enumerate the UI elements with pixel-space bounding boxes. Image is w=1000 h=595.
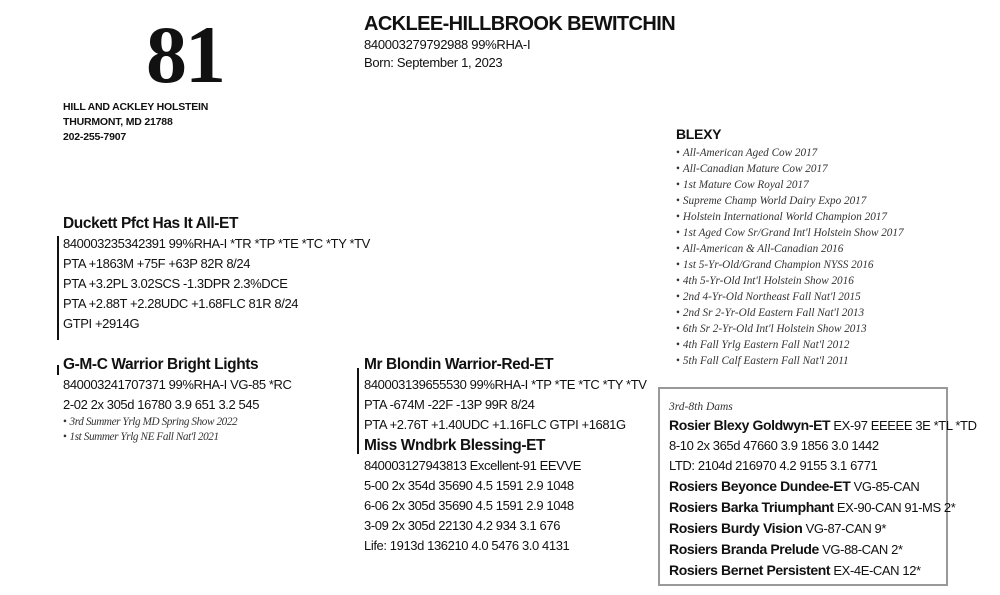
dam-entry-score: EX-97 EEEEE 3E *TL *TD xyxy=(833,418,977,433)
maternal-sire-line: 840003139655530 99%RHA-I *TP *TE *TC *TY *TV xyxy=(364,377,647,392)
honor-item: • 2nd 4-Yr-Old Northeast Fall Nat'l 2015 xyxy=(676,291,861,303)
bullet-icon: • xyxy=(676,291,680,303)
dam-entry-name: Rosiers Bernet Persistent xyxy=(669,562,831,578)
lot-number: 81 xyxy=(146,9,224,100)
honor-item: • 4th Fall Yrlg Eastern Fall Nat'l 2012 xyxy=(676,339,850,351)
dam-entry-score: VG-88-CAN 2* xyxy=(822,542,903,557)
honor-item: • All-Canadian Mature Cow 2017 xyxy=(676,163,828,175)
consignor-block xyxy=(63,100,208,145)
animal-born xyxy=(364,54,675,72)
maternal-dam-line: 5-00 2x 354d 35690 4.5 1591 2.9 1048 xyxy=(364,478,574,493)
bullet-icon: • xyxy=(676,355,680,367)
dam-line: 840003241707371 99%RHA-I VG-85 *RC xyxy=(63,377,292,392)
honor-item: • All-American Aged Cow 2017 xyxy=(676,147,818,159)
honor-item: • 4th 5-Yr-Old Int'l Holstein Show 2016 xyxy=(676,275,854,287)
maternal-sire-line: PTA -674M -22F -13P 99R 8/24 xyxy=(364,397,535,412)
consignor-name: HILL AND ACKLEY HOLSTEIN xyxy=(63,101,209,113)
dam-entry-name: Rosier Blexy Goldwyn-ET xyxy=(669,417,831,433)
honor-item: • 1st Mature Cow Royal 2017 xyxy=(676,179,809,191)
dam-entry xyxy=(669,476,946,497)
sire-line: PTA +3.2PL 3.02SCS -1.3DPR 2.3%DCE xyxy=(63,276,288,291)
dam-entry-name: Rosiers Burdy Vision xyxy=(669,520,803,536)
honor-item: • 5th Fall Calf Eastern Fall Nat'l 2011 xyxy=(676,355,849,367)
dam-honor: • 1st Summer Yrlg NE Fall Nat'l 2021 xyxy=(63,431,219,443)
maternal-sire-name: Mr Blondin Warrior-Red-ET xyxy=(364,356,554,373)
sire-line: GTPI +2914G xyxy=(63,316,140,331)
blexy-honors-block xyxy=(676,125,976,369)
maternal-sire-block xyxy=(364,355,647,435)
consignor-phone: 202-255-7907 xyxy=(63,131,126,143)
bullet-icon: • xyxy=(63,416,67,428)
dam-entry xyxy=(669,497,956,518)
honor-item: • 6th Sr 2-Yr-Old Int'l Holstein Show 2013 xyxy=(676,323,867,335)
maternal-sire-line: PTA +2.76T +1.40UDC +1.16FLC GTPI +1681G xyxy=(364,417,626,432)
honor-item: • 1st Aged Cow Sr/Grand Int'l Holstein Show 2017 xyxy=(676,227,904,239)
maternal-dam-line: Life: 1913d 136210 4.0 5476 3.0 4131 xyxy=(364,538,570,553)
dam-entry-ltd: LTD: 2104d 216970 4.2 9155 3.1 6771 xyxy=(669,458,878,473)
bullet-icon: • xyxy=(676,307,680,319)
dam-entry-name: Rosiers Branda Prelude xyxy=(669,541,819,557)
dam-entry-score: EX-4E-CAN 12* xyxy=(833,563,921,578)
honor-item: • Supreme Champ World Dairy Expo 2017 xyxy=(676,195,867,207)
consignor-location: THURMONT, MD 21788 xyxy=(63,116,173,128)
dam-line: 2-02 2x 305d 16780 3.9 651 3.2 545 xyxy=(63,397,260,412)
dam-entry xyxy=(669,539,946,560)
bullet-icon: • xyxy=(676,179,680,191)
sire-name: Duckett Pfct Has It All-ET xyxy=(63,215,239,232)
honor-item: • 1st 5-Yr-Old/Grand Champion NYSS 2016 xyxy=(676,259,874,271)
blexy-title: BLEXY xyxy=(676,126,722,142)
dam-entry-score: VG-85-CAN xyxy=(853,479,920,494)
born-label: Born: xyxy=(364,55,394,70)
pedigree-line xyxy=(57,365,59,375)
dam-entry-score: VG-87-CAN 9* xyxy=(805,521,887,536)
pedigree-line xyxy=(57,236,59,340)
bullet-icon: • xyxy=(676,227,680,239)
bullet-icon: • xyxy=(676,339,680,351)
dam-entry-record: 8-10 2x 365d 47660 3.9 1856 3.0 1442 xyxy=(669,438,879,453)
dams-box xyxy=(658,387,977,586)
bullet-icon: • xyxy=(676,195,680,207)
maternal-dam-line: 3-09 2x 305d 22130 4.2 934 3.1 676 xyxy=(364,518,561,533)
bullet-icon: • xyxy=(676,211,680,223)
dam-entry xyxy=(669,518,946,539)
animal-name: ACKLEE-HILLBROOK BEWITCHIN xyxy=(364,13,676,35)
dams-box-caption: 3rd-8th Dams xyxy=(669,401,733,413)
sire-block xyxy=(63,214,370,334)
bullet-icon: • xyxy=(676,275,680,287)
animal-id: 840003279792988 99%RHA-I xyxy=(364,37,531,52)
maternal-dam-block xyxy=(364,436,581,556)
bullet-icon: • xyxy=(676,243,680,255)
bullet-icon: • xyxy=(676,259,680,271)
bullet-icon: • xyxy=(676,147,680,159)
dam-honor: • 3rd Summer Yrlg MD Spring Show 2022 xyxy=(63,416,238,428)
dam-entry-name: Rosiers Barka Triumphant xyxy=(669,499,834,515)
honor-item: • All-American & All-Canadian 2016 xyxy=(676,243,844,255)
bullet-icon: • xyxy=(63,431,67,443)
dam-block xyxy=(63,355,292,445)
maternal-dam-line: 6-06 2x 305d 35690 4.5 1591 2.9 1048 xyxy=(364,498,574,513)
sire-line: PTA +1863M +75F +63P 82R 8/24 xyxy=(63,256,251,271)
sire-line: PTA +2.88T +2.28UDC +1.68FLC 81R 8/24 xyxy=(63,296,299,311)
blexy-honors-list xyxy=(676,145,976,369)
honor-item: • 2nd Sr 2-Yr-Old Eastern Fall Nat'l 2013 xyxy=(676,307,865,319)
bullet-icon: • xyxy=(676,323,680,335)
animal-header xyxy=(364,12,675,72)
born-date: September 1, 2023 xyxy=(396,55,503,70)
bullet-icon: • xyxy=(676,163,680,175)
dam-name: G-M-C Warrior Bright Lights xyxy=(63,356,259,373)
dam-entry-name: Rosiers Beyonce Dundee-ET xyxy=(669,478,851,494)
dam-entry-score: EX-90-CAN 91-MS 2* xyxy=(836,500,956,515)
pedigree-line xyxy=(357,368,359,454)
sire-line: 840003235342391 99%RHA-I *TR *TP *TE *TC *TY *TV xyxy=(63,236,370,251)
dam-entry xyxy=(669,415,977,436)
honor-item: • Holstein International World Champion 2017 xyxy=(676,211,887,223)
dam-entry xyxy=(669,560,946,581)
maternal-dam-name: Miss Wndbrk Blessing-ET xyxy=(364,437,546,454)
maternal-dam-line: 840003127943813 Excellent-91 EEVVE xyxy=(364,458,581,473)
